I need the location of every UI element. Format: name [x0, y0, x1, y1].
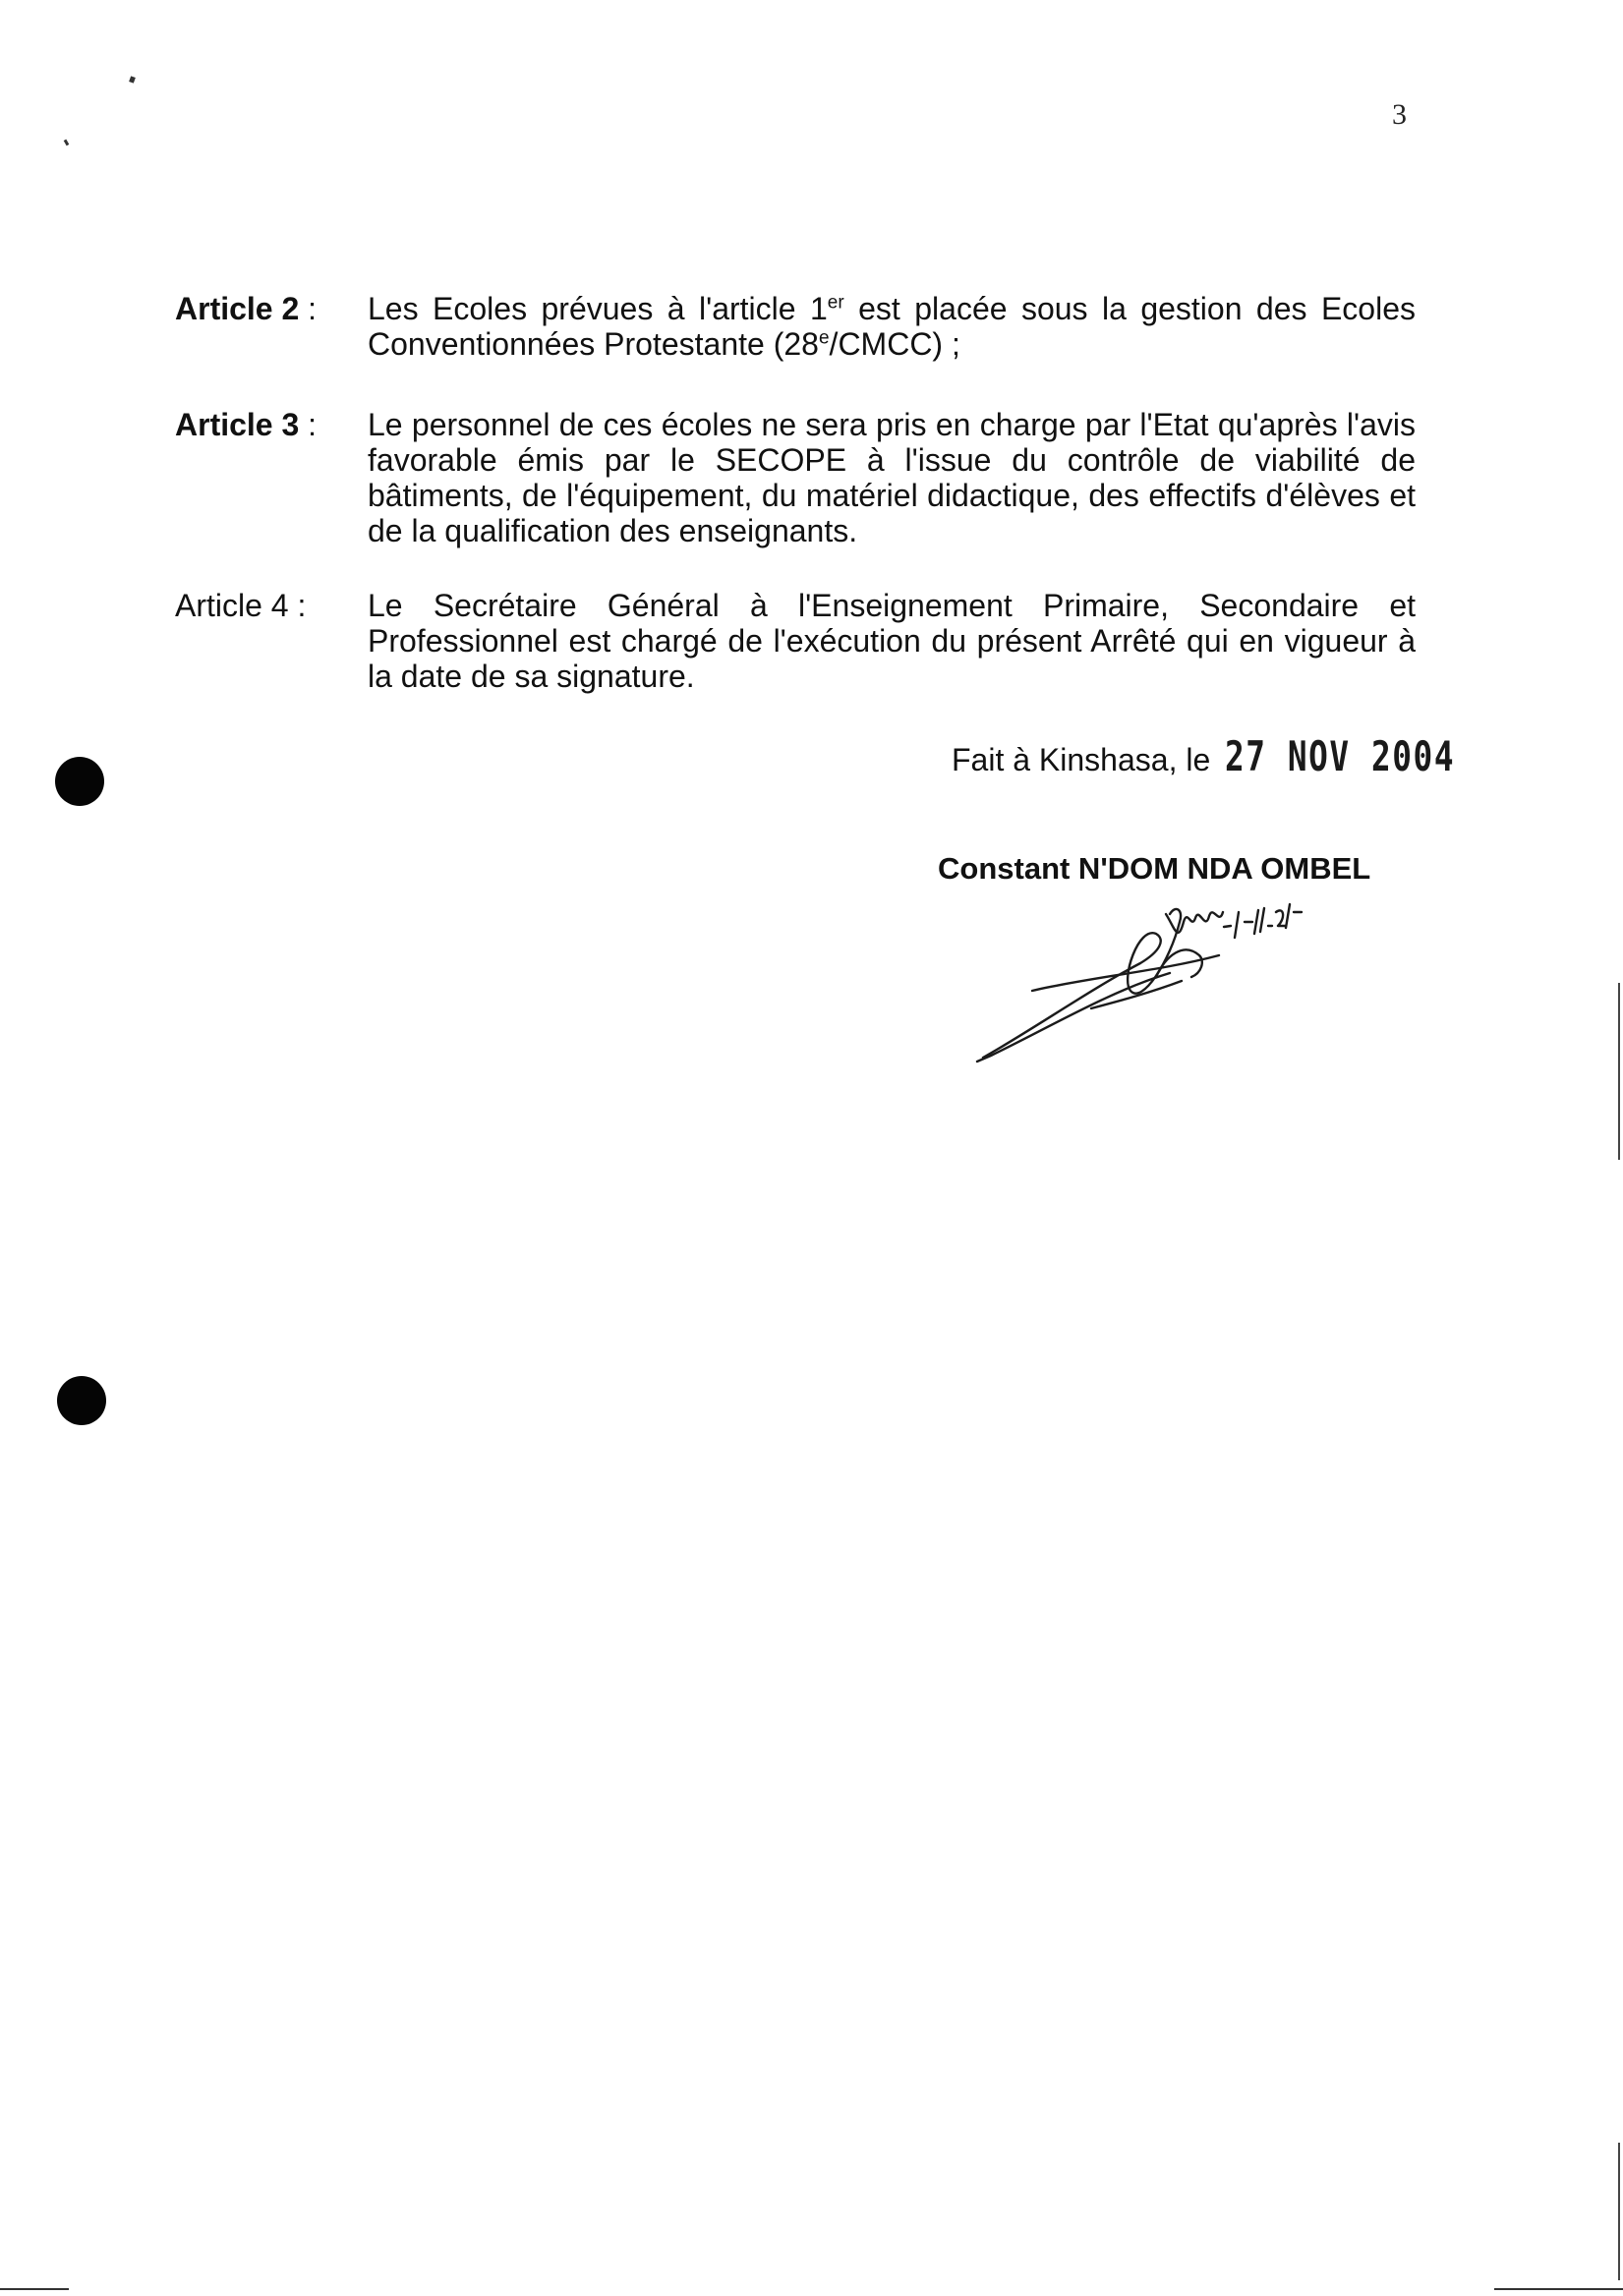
article-label-word: Article 4 [175, 588, 289, 623]
superscript: e [818, 327, 830, 349]
scan-edge-line [1618, 2143, 1620, 2280]
article-body: Le personnel de ces écoles ne sera pris en charge par l'Etat qu'après l'avis favorable émis par le SECOPE à l'issue du contrôle de viabilité de bâtiments, de l'équipement, du matériel didactique, des effectifs d'élèves et de la qualification des enseignants. [368, 407, 1416, 548]
page-number: 3 [1392, 98, 1407, 131]
article-text: est placée sous la gestion des Ecoles Conventionnées Protestante (28 [368, 291, 1417, 362]
scan-speck [64, 140, 70, 146]
article-label-word: Article 3 [175, 407, 300, 442]
article-label-separator: : [288, 588, 307, 623]
scan-edge-line [1618, 983, 1620, 1160]
place-and-date [952, 732, 1502, 780]
article-text: Les Ecoles prévues à l'article 1 [368, 291, 828, 326]
article-label [175, 407, 352, 442]
signatory-name: Constant N'DOM NDA OMBEL [938, 851, 1371, 886]
scan-edge-line [0, 2288, 69, 2290]
scan-speck [129, 76, 136, 83]
article-label [175, 291, 352, 326]
punch-hole [57, 1376, 106, 1425]
date-stamp: 27 NOV 2004 [1225, 732, 1456, 780]
punch-hole [55, 757, 104, 806]
article-label-separator: : [299, 291, 318, 326]
article-label-separator: : [299, 407, 318, 442]
scan-edge-line [1494, 2288, 1623, 2290]
place-text: Fait à Kinshasa, le [952, 742, 1211, 777]
article-label [175, 588, 352, 623]
article-body [368, 291, 1416, 362]
article-body: Le Secrétaire Général à l'Enseignement Primaire, Secondaire et Professionnel est chargé de l'exécution du présent Arrêté qui en vigueur à la date de sa signature. [368, 588, 1416, 694]
article-label-word: Article 2 [175, 291, 300, 326]
superscript: er [827, 292, 844, 314]
article-text: /CMCC) ; [829, 326, 960, 362]
handwritten-signature [973, 883, 1386, 1079]
